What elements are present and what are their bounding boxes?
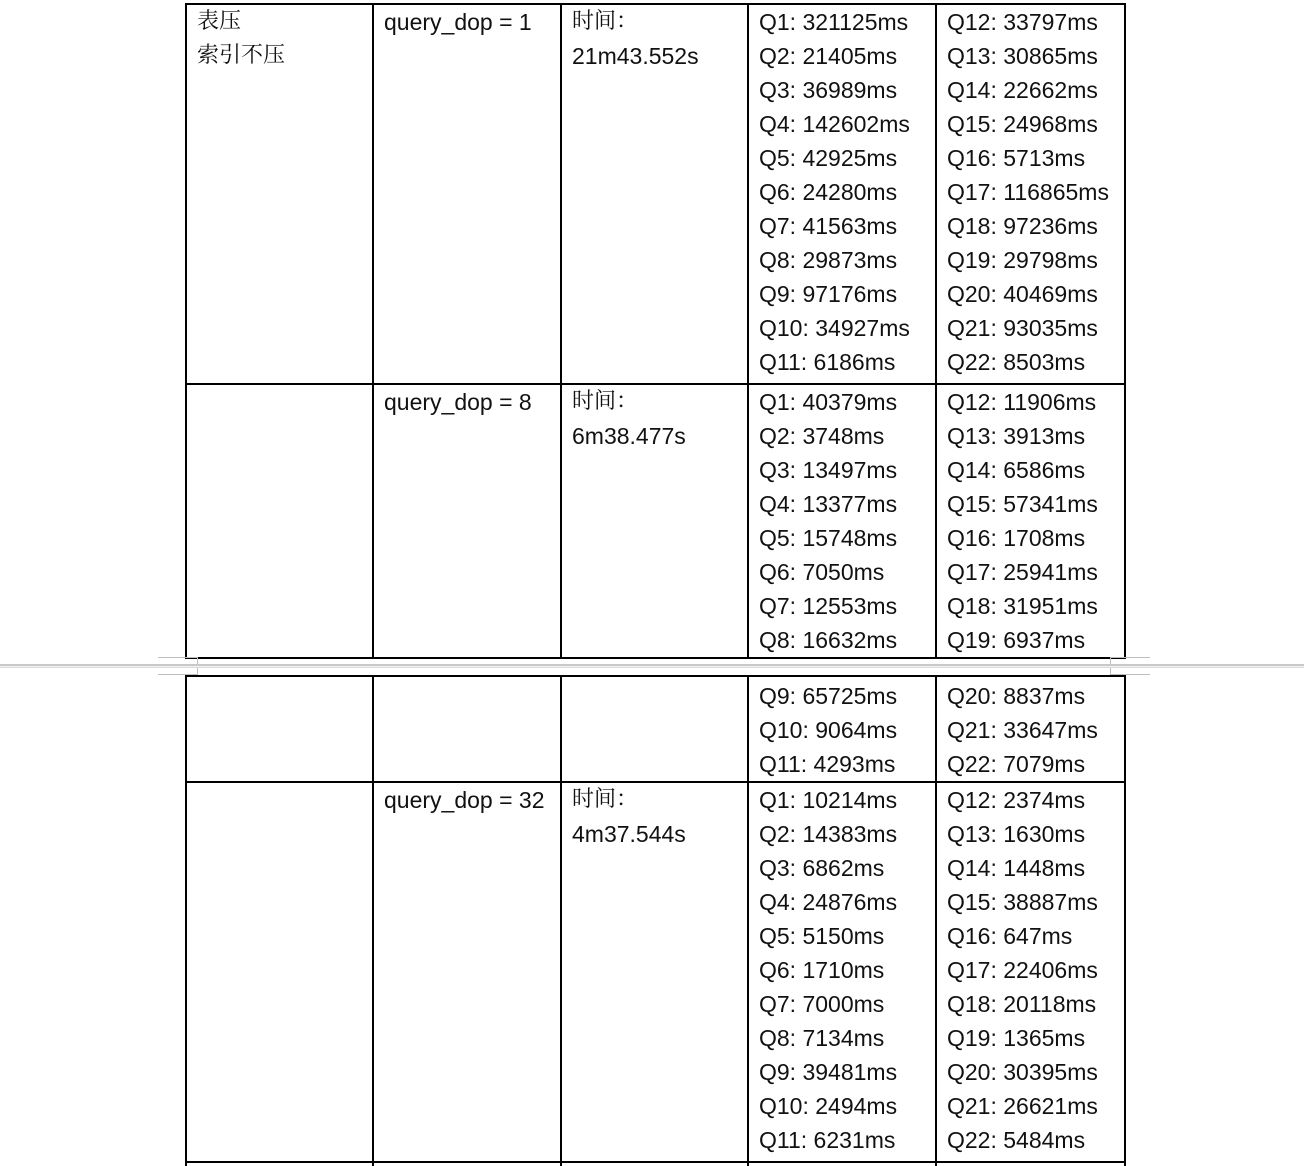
query-time: Q17: 116865ms bbox=[947, 179, 1109, 205]
query-times-right-cell bbox=[936, 384, 1125, 658]
query-time: Q18: 20118ms bbox=[947, 991, 1097, 1017]
crop-mark bbox=[1110, 657, 1150, 658]
query-time: Q2: 3748ms bbox=[759, 423, 885, 449]
query-time: Q2: 14383ms bbox=[759, 821, 898, 847]
query-times-right-cell bbox=[936, 782, 1125, 1162]
query-time: Q6: 7050ms bbox=[759, 559, 885, 585]
query-time: Q14: 1448ms bbox=[947, 855, 1086, 881]
query-times-left-cell bbox=[748, 4, 936, 384]
query-time: Q11: 4293ms bbox=[759, 751, 896, 777]
query-time: Q14: 22662ms bbox=[947, 77, 1098, 103]
query-time: Q18: 97236ms bbox=[947, 213, 1098, 239]
query-time: Q15: 38887ms bbox=[947, 889, 1098, 915]
query-time: Q14: 6586ms bbox=[947, 457, 1086, 483]
query-time: Q15: 57341ms bbox=[947, 491, 1098, 517]
total-time-value: 21m43.552s bbox=[572, 43, 699, 69]
query-time: Q7: 41563ms bbox=[759, 213, 898, 239]
query-time: Q9: 39481ms bbox=[759, 1059, 898, 1085]
query-time: Q20: 30395ms bbox=[947, 1059, 1098, 1085]
query-time: Q4: 13377ms bbox=[759, 491, 898, 517]
compression-label-cell bbox=[186, 384, 373, 658]
query-time: Q12: 2374ms bbox=[947, 787, 1086, 813]
time-label: 时间： bbox=[572, 9, 639, 34]
query-time: Q4: 24876ms bbox=[759, 889, 898, 915]
dop-cell bbox=[373, 4, 561, 384]
query-time: Q13: 3913ms bbox=[947, 423, 1086, 449]
query-time: Q2: 21405ms bbox=[759, 43, 898, 69]
query-time: Q22: 7079ms bbox=[947, 751, 1086, 777]
query-time: Q6: 24280ms bbox=[759, 179, 898, 205]
query-time: Q16: 1708ms bbox=[947, 525, 1086, 551]
table-row bbox=[186, 4, 1125, 384]
query-time: Q17: 25941ms bbox=[947, 559, 1098, 585]
compression-label-cell bbox=[186, 4, 373, 384]
table-row bbox=[186, 1162, 1125, 1166]
crop-mark bbox=[197, 668, 198, 675]
query-time: Q21: 93035ms bbox=[947, 315, 1098, 341]
query-time: Q10: 2494ms bbox=[759, 1093, 898, 1119]
total-time-value: 4m37.544s bbox=[572, 821, 686, 847]
compression-label-line2: 索引不压 bbox=[197, 43, 286, 68]
crop-mark bbox=[1110, 657, 1111, 664]
query-time: Q21: 26621ms bbox=[947, 1093, 1098, 1119]
query-times-right-cell bbox=[936, 4, 1125, 384]
query-time: Q19: 29798ms bbox=[947, 247, 1098, 273]
crop-mark bbox=[1110, 668, 1111, 675]
table-row bbox=[186, 384, 1125, 658]
query-time: Q5: 42925ms bbox=[759, 145, 898, 171]
query-time: Q13: 30865ms bbox=[947, 43, 1098, 69]
query-time: Q16: 647ms bbox=[947, 923, 1073, 949]
query-time: Q3: 13497ms bbox=[759, 457, 898, 483]
table-row bbox=[186, 782, 1125, 1162]
query-times-left-cell bbox=[748, 782, 936, 1162]
query-time: Q20: 8837ms bbox=[947, 683, 1086, 709]
query-time: Q7: 7000ms bbox=[759, 991, 885, 1017]
dop-cell bbox=[373, 782, 561, 1162]
query-time: Q3: 6862ms bbox=[759, 855, 885, 881]
query-time: Q3: 36989ms bbox=[759, 77, 898, 103]
query-time: Q5: 15748ms bbox=[759, 525, 898, 551]
dop-value: query_dop = 1 bbox=[384, 9, 532, 35]
query-time: Q8: 16632ms bbox=[759, 627, 898, 653]
dop-value: query_dop = 8 bbox=[384, 389, 532, 415]
compression-label-cell bbox=[186, 676, 373, 782]
query-time: Q1: 321125ms bbox=[759, 9, 909, 35]
query-time: Q6: 1710ms bbox=[759, 957, 885, 983]
query-time: Q1: 10214ms bbox=[759, 787, 898, 813]
time-cell bbox=[561, 4, 748, 384]
document-page-2 bbox=[0, 668, 1304, 1166]
query-time: Q4: 142602ms bbox=[759, 111, 910, 137]
query-time: Q19: 1365ms bbox=[947, 1025, 1086, 1051]
time-cell bbox=[561, 782, 748, 1162]
query-time: Q11: 6186ms bbox=[759, 349, 896, 375]
time-cell bbox=[561, 676, 748, 782]
query-time: Q19: 6937ms bbox=[947, 627, 1086, 653]
crop-mark bbox=[158, 657, 198, 658]
crop-mark bbox=[197, 657, 198, 664]
query-times-left-cell bbox=[748, 384, 936, 658]
query-time: Q8: 7134ms bbox=[759, 1025, 885, 1051]
query-time: Q10: 34927ms bbox=[759, 315, 910, 341]
results-table-page-2 bbox=[185, 675, 1126, 1166]
query-time: Q21: 33647ms bbox=[947, 717, 1098, 743]
query-times-left-cell bbox=[748, 676, 936, 782]
query-time: Q12: 11906ms bbox=[947, 389, 1097, 415]
query-time: Q22: 5484ms bbox=[947, 1127, 1086, 1153]
query-time: Q18: 31951ms bbox=[947, 593, 1098, 619]
query-time: Q16: 5713ms bbox=[947, 145, 1086, 171]
dop-cell bbox=[373, 676, 561, 782]
query-time: Q22: 8503ms bbox=[947, 349, 1086, 375]
query-time: Q1: 40379ms bbox=[759, 389, 898, 415]
table-row bbox=[186, 676, 1125, 782]
query-times-right-cell bbox=[936, 676, 1125, 782]
compression-label-line1: 表压 bbox=[197, 9, 242, 34]
time-cell bbox=[561, 384, 748, 658]
query-time: Q17: 22406ms bbox=[947, 957, 1098, 983]
query-time: Q20: 40469ms bbox=[947, 281, 1098, 307]
total-time-value: 6m38.477s bbox=[572, 423, 686, 449]
query-time: Q11: 6231ms bbox=[759, 1127, 896, 1153]
query-time: Q13: 1630ms bbox=[947, 821, 1086, 847]
dop-value: query_dop = 32 bbox=[384, 787, 545, 813]
compression-label-cell bbox=[186, 782, 373, 1162]
query-time: Q9: 65725ms bbox=[759, 683, 898, 709]
query-time: Q15: 24968ms bbox=[947, 111, 1098, 137]
query-time: Q9: 97176ms bbox=[759, 281, 898, 307]
time-label: 时间： bbox=[572, 787, 639, 812]
dop-cell bbox=[373, 384, 561, 658]
query-time: Q7: 12553ms bbox=[759, 593, 898, 619]
query-time: Q10: 9064ms bbox=[759, 717, 898, 743]
time-label: 时间： bbox=[572, 389, 639, 414]
query-time: Q12: 33797ms bbox=[947, 9, 1098, 35]
query-time: Q8: 29873ms bbox=[759, 247, 898, 273]
results-table-page-1 bbox=[185, 3, 1126, 659]
query-time: Q5: 5150ms bbox=[759, 923, 885, 949]
